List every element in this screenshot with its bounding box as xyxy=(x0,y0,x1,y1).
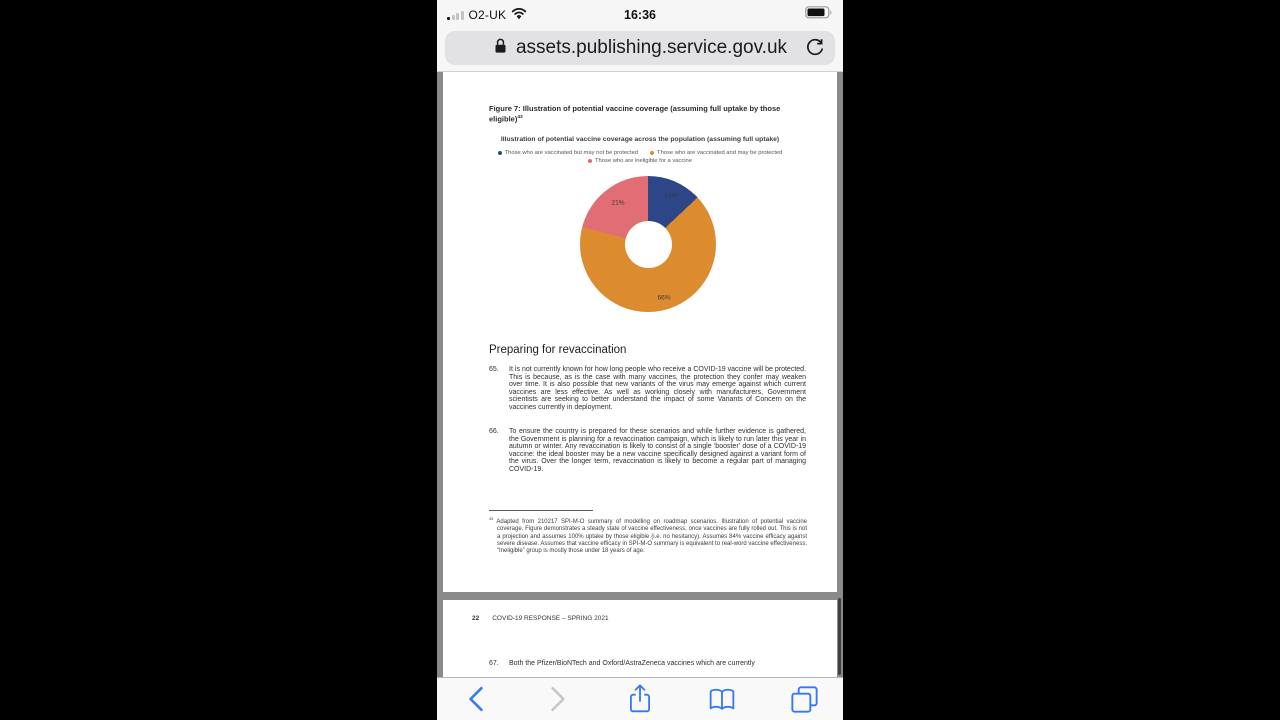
page-header xyxy=(472,615,609,622)
pie-chart xyxy=(580,176,716,312)
scroll-indicator[interactable] xyxy=(838,598,841,675)
pdf-page-22 xyxy=(443,600,837,677)
slice-label-66: 66% xyxy=(657,294,671,302)
tabs-button[interactable] xyxy=(787,682,821,716)
back-button[interactable] xyxy=(459,682,493,716)
chart-block xyxy=(473,136,807,164)
url-text: assets.publishing.service.gov.uk xyxy=(515,37,788,58)
carrier-label: O2-UK xyxy=(468,8,507,22)
running-header: COVID-19 RESPONSE – SPRING 2021 xyxy=(492,615,609,622)
footnote-text: Adapted from 210217 SPI-M-O summary of modelling on roadmap scenarios. Illustration of potential vaccine coverage. Figure demonstrates a steady state of vaccine effectiveness, once vaccines are fully rolled out. This is not a projection and assumes 100% uptake by those eligible (i.e. no hesitancy). Assumes 84% vaccine efficacy against severe disease. Assumes that vaccine efficacy in SPI-M-O summary is equivalent to real-word vaccine effectiveness. “Ineligible” group is mostly those under 18 years of age. xyxy=(493,519,807,555)
paragraph-text: To ensure the country is prepared for these scenarios and while further evidence is gathered, the Government is planning for a revaccination campaign, which is likely to run later this year in autumn or winter. Any revaccination is likely to consist of a single ‘booster’ dose of a COVID-19 vaccine: the ideal booster may be a new vaccine specifically designed against a variant form of the virus. Over the longer term, revaccination is likely to become a regular part of managing COVID-19. xyxy=(509,428,806,473)
paragraph-65 xyxy=(489,366,806,412)
battery-icon xyxy=(805,6,833,24)
share-icon xyxy=(627,684,653,714)
pdf-page-21 xyxy=(443,72,837,592)
safari-toolbar xyxy=(437,677,843,720)
figure-title-footnote-ref: 43 xyxy=(517,115,523,120)
address-bar[interactable] xyxy=(445,31,835,65)
paragraph-number: 65. xyxy=(489,366,499,373)
status-bar xyxy=(437,0,843,30)
url-bar-row xyxy=(437,30,843,72)
clock-time: 16:36 xyxy=(624,8,656,22)
share-button[interactable] xyxy=(623,682,657,716)
donut-hole xyxy=(625,221,672,268)
legend-dot-icon xyxy=(588,159,592,163)
section-heading: Preparing for revaccination xyxy=(489,344,627,356)
lock-icon xyxy=(493,37,508,60)
reload-button[interactable] xyxy=(805,38,825,63)
legend-item: Those who are vaccinated but may not be protected xyxy=(498,150,638,156)
footnote-separator xyxy=(489,510,593,511)
chevron-right-icon xyxy=(547,686,569,712)
legend-dot-icon xyxy=(498,151,502,155)
book-icon xyxy=(707,687,737,712)
slice-label-21: 21% xyxy=(611,199,625,207)
pdf-viewport[interactable] xyxy=(437,72,843,677)
paragraph-number: 67. xyxy=(489,660,499,667)
legend-dot-icon xyxy=(650,151,654,155)
chevron-left-icon xyxy=(465,686,487,712)
paragraph-number: 66. xyxy=(489,428,499,435)
forward-button[interactable] xyxy=(541,682,575,716)
page-number: 22 xyxy=(472,615,480,622)
paragraph-text: It is not currently known for how long people who receive a COVID-19 vaccine will be protected. This is because, as is the case with many vaccines, the protection they confer may weaken over time. It is also possible that new variants of the virus may emerge against which current vaccines are less effective. As well as working closely with manufacturers, Government scientists are seeking to better understand the impact of some Variants of Concern on the vaccines currently in deployment. xyxy=(509,366,806,411)
tabs-icon xyxy=(791,686,818,713)
bookmarks-button[interactable] xyxy=(705,682,739,716)
figure-title xyxy=(489,104,801,124)
safari-window xyxy=(437,0,843,720)
legend-item: Those who are ineligible for a vaccine xyxy=(588,158,692,164)
footnote-marker: 43 xyxy=(489,516,494,521)
paragraph-66 xyxy=(489,428,806,474)
chart-title: Illustration of potential vaccine coverage across the population (assuming full uptake) xyxy=(500,136,780,143)
figure-title-text: Figure 7: Illustration of potential vaccine coverage (assuming full uptake by those eligible) xyxy=(489,104,781,124)
paragraph-text: Both the Pfizer/BioNTech and Oxford/AstraZeneca vaccines which are currently xyxy=(509,660,755,667)
legend-item: Those who are vaccinated and may be protected xyxy=(650,150,782,156)
slice-label-13: 13% xyxy=(664,192,678,200)
paragraph-67 xyxy=(489,660,806,668)
footnote-43 xyxy=(489,515,807,555)
chart-legend xyxy=(490,150,790,164)
